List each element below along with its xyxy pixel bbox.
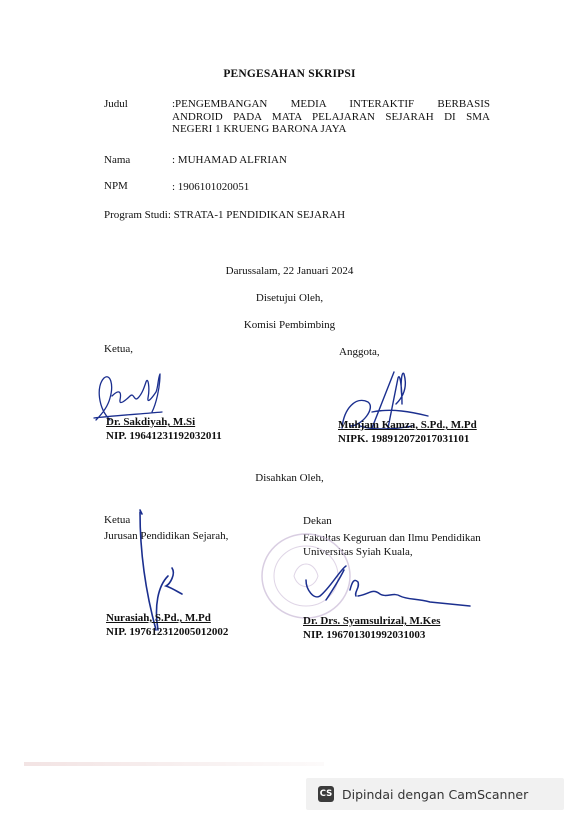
kajur-role-line2: Jurusan Pendidikan Sejarah, (104, 530, 229, 542)
camscanner-text: Dipindai dengan CamScanner (342, 786, 529, 802)
dekan-role-line3: Universitas Syiah Kuala, (303, 546, 413, 558)
ketua-name: Dr. Sakdiyah, M.Si (106, 416, 196, 428)
ratified-by: Disahkan Oleh, (255, 472, 324, 484)
camscanner-logo-icon: CS (318, 786, 334, 802)
kajur-nip: NIP. 197612312005012002 (106, 626, 229, 638)
dekan-nip: NIP. 196701301992031003 (303, 629, 426, 641)
approved-by: Disetujui Oleh, (255, 292, 324, 304)
nama-label: Nama (104, 154, 131, 166)
ketua-nip: NIP. 19641231192032011 (106, 430, 222, 442)
anggota-name: Muhjam Kamza, S.Pd., M.Pd (338, 419, 477, 431)
kajur-name: Nurasiah, S.Pd., M.Pd (106, 612, 211, 624)
place-date: Darussalam, 22 Januari 2024 (225, 265, 354, 277)
judul-line-2: ANDROID PADA MATA PELAJARAN SEJARAH DI SMA (172, 110, 490, 123)
dekan-name: Dr. Drs. Syamsulrizal, M.Kes (303, 615, 441, 627)
judul-line-1: :PENGEMBANGAN MEDIA INTERAKTIF BERBASIS (172, 98, 490, 110)
judul-value (172, 98, 490, 136)
ketua-role: Ketua, (104, 343, 134, 355)
camscanner-watermark (306, 778, 564, 810)
npm-label: NPM (104, 180, 128, 192)
committee-label: Komisi Pembimbing (243, 319, 336, 331)
anggota-nip: NIPK. 198912072017031101 (338, 433, 470, 445)
judul-label: Judul (104, 98, 128, 110)
judul-line-3: NEGERI 1 KRUENG BARONA JAYA (172, 123, 347, 136)
dekan-role-line2: Fakultas Keguruan dan Ilmu Pendidikan (303, 532, 481, 544)
kajur-role-line1: Ketua (104, 514, 131, 526)
university-stamp (258, 530, 354, 622)
scan-artifact (24, 762, 324, 766)
nama-value: : MUHAMAD ALFRIAN (172, 154, 287, 166)
dekan-role-line1: Dekan (303, 515, 332, 527)
anggota-role: Anggota, (339, 346, 380, 358)
program-studi: Program Studi: STRATA-1 PENDIDIKAN SEJARAH (104, 209, 346, 221)
document-title: PENGESAHAN SKRIPSI (223, 68, 356, 80)
npm-value: : 1906101020051 (172, 181, 250, 193)
